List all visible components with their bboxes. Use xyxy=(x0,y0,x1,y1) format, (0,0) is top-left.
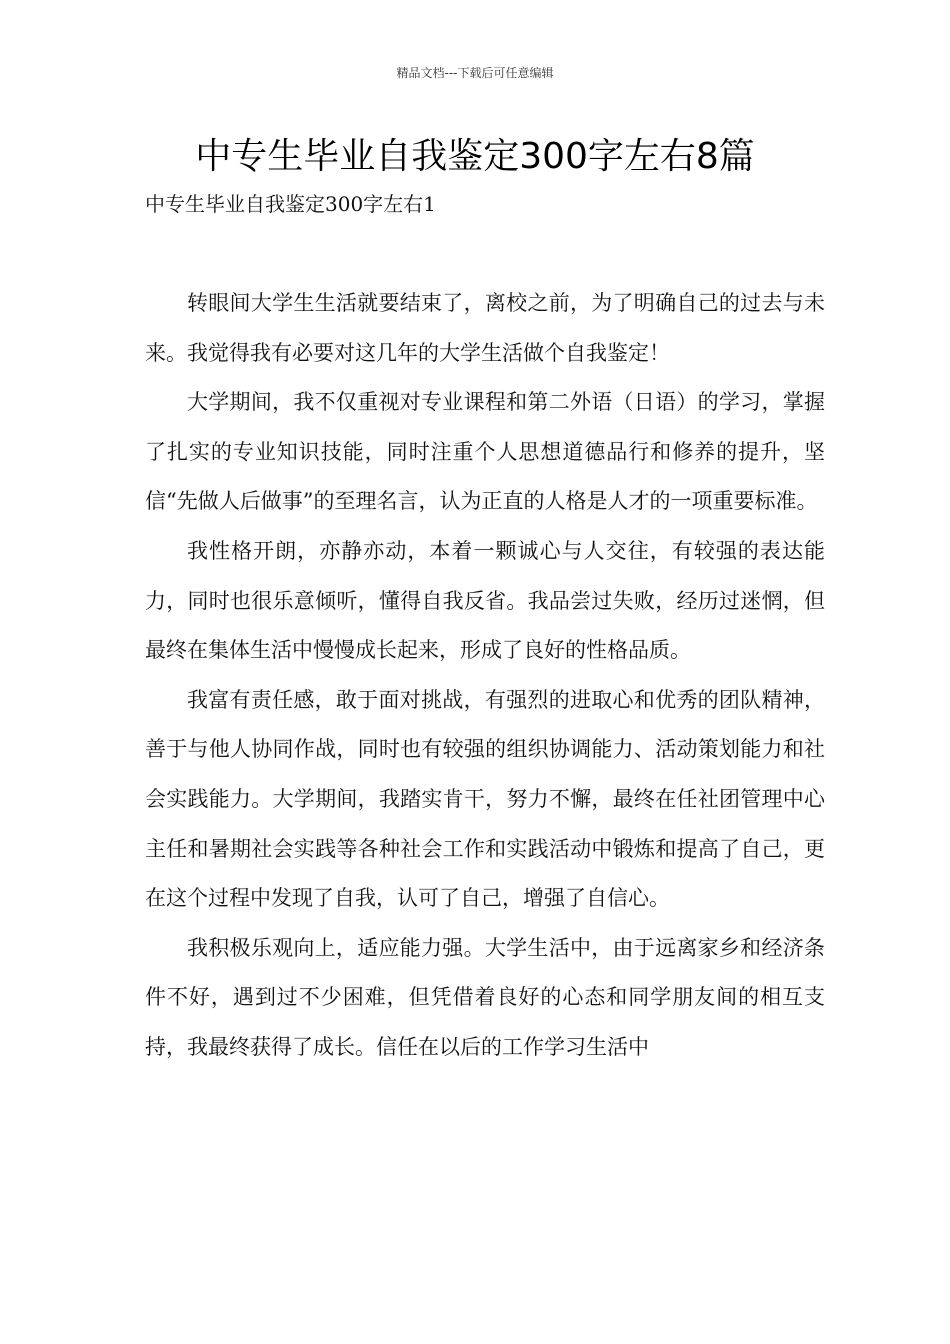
paragraph: 我性格开朗，亦静亦动，本着一颗诚心与人交往，有较强的表达能力，同时也很乐意倾听，懂得自我反省。我品尝过失败，经历过迷惘，但最终在集体生活中慢慢成长起来，形成了良好的性格品质。 xyxy=(145,538,825,663)
paragraph: 转眼间大学生生活就要结束了，离校之前，为了明确自己的过去与未来。我觉得我有必要对这几年的大学生活做个自我鉴定！ xyxy=(145,291,825,365)
section-subtitle: 中专生毕业自我鉴定300字左右1 xyxy=(145,192,436,216)
document-title: 中专生毕业自我鉴定300字左右8篇 xyxy=(195,136,755,177)
paragraph: 我积极乐观向上，适应能力强。大学生活中，由于远离家乡和经济条件不好，遇到过不少困难，但凭借着良好的心态和同学朋友间的相互支持，我最终获得了成长。信任在以后的工作学习生活中 xyxy=(145,935,825,1059)
paragraph: 大学期间，我不仅重视对专业课程和第二外语（日语）的学习，掌握了扎实的专业知识技能，同时注重个人思想道德品行和修养的提升，坚信“先做人后做事”的至理名言，认为正直的人格是人才的一项重要标准。 xyxy=(145,390,825,514)
paragraph: 我富有责任感，敢于面对挑战，有强烈的进取心和优秀的团队精神，善于与他人协同作战，同时也有较强的组织协调能力、活动策划能力和社会实践能力。大学期间，我踏实肯干，努力不懈，最终在任社团管理中心主任和暑期社会实践等各种社会工作和实践活动中锻炼和提高了自己，更在这个过程中发现了自我，认可了自己，增强了自信心。 xyxy=(145,687,825,911)
header-note: 精品文档---下载后可任意编辑 xyxy=(396,66,554,80)
body-text xyxy=(145,279,825,1073)
